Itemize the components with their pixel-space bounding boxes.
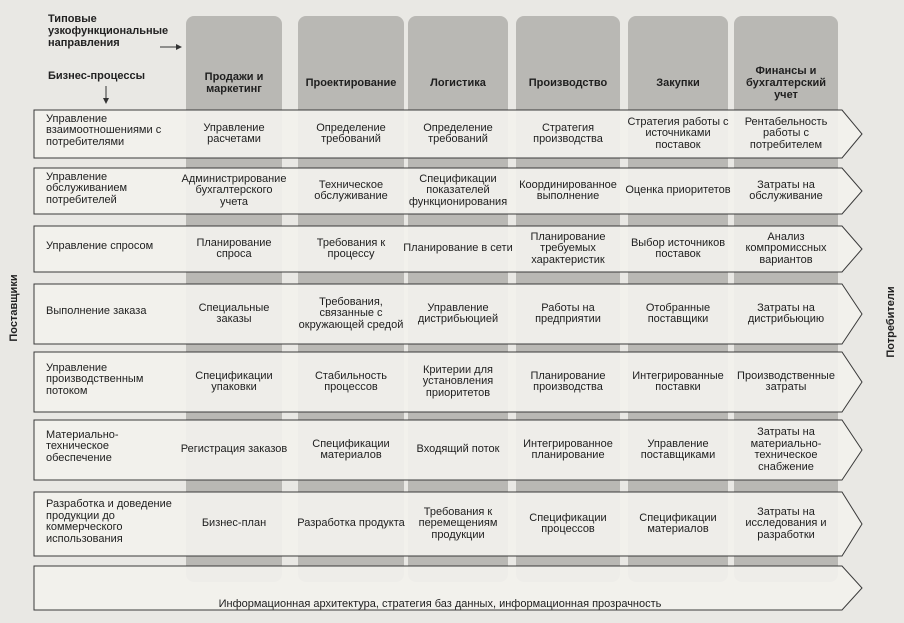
column-header-production: Производство <box>528 77 608 89</box>
cell-product-development-sales: Бизнес-план <box>201 517 267 530</box>
row-label-customer-service: Управление обслуживанием потребителей <box>46 170 128 206</box>
cell-manufacturing-flow-design: Стабильность процессов <box>314 369 388 393</box>
cell-order-fulfillment-finance: Затраты на дистрибьюцию <box>747 301 825 325</box>
cell-order-fulfillment-sales: Специальные заказы <box>198 301 270 325</box>
cell-customer-service-production: Координированное выполнение <box>519 178 617 202</box>
cell-demand-management-finance: Анализ компромиссных вариантов <box>745 230 827 266</box>
cell-customer-service-purchasing: Оценка приоритетов <box>625 184 731 197</box>
typical-areas-label: Типовые узкофункциональные направления <box>48 13 169 49</box>
cell-procurement-logistics: Входящий поток <box>416 443 500 456</box>
cell-manufacturing-flow-purchasing: Интегрированные поставки <box>632 369 724 393</box>
business-processes-label: Бизнес-процессы <box>48 70 145 82</box>
column-header-sales: Продажи и маркетинг <box>204 71 264 95</box>
cell-manufacturing-flow-logistics: Критерии для установления приоритетов <box>422 363 494 399</box>
cell-procurement-purchasing: Управление поставщиками <box>640 437 716 461</box>
column-header-finance: Финансы и бухгалтерский учет <box>745 65 827 101</box>
cell-customer-relationship-logistics: Определение требований <box>423 121 493 145</box>
cell-order-fulfillment-production: Работы на предприятии <box>535 301 601 325</box>
cell-order-fulfillment-purchasing: Отобранные поставщики <box>645 301 711 325</box>
cell-procurement-design: Спецификации материалов <box>312 437 390 461</box>
cell-product-development-design: Разработка продукта <box>297 517 405 530</box>
row-label-order-fulfillment: Выполнение заказа <box>46 305 147 318</box>
cell-product-development-production: Спецификации процессов <box>529 511 607 535</box>
cell-product-development-finance: Затраты на исследования и разработки <box>745 505 827 541</box>
cell-procurement-sales: Регистрация заказов <box>180 443 288 456</box>
suppliers-label: Поставщики <box>8 274 20 342</box>
cell-demand-management-logistics: Планирование в сети <box>403 242 513 255</box>
row-label-product-development: Разработка и доведение продукции до коммерческого использования <box>46 498 172 545</box>
header-arrow-down-head <box>103 98 109 104</box>
cell-manufacturing-flow-production: Планирование производства <box>530 369 606 393</box>
header-arrow-right-head <box>176 44 182 50</box>
column-header-logistics: Логистика <box>430 77 486 89</box>
cell-customer-service-design: Техническое обслуживание <box>314 178 388 202</box>
cell-demand-management-design: Требования к процессу <box>316 236 386 260</box>
information-architecture-label: Информационная архитектура, стратегия баз данных, информационная прозрачность <box>218 598 662 610</box>
cell-order-fulfillment-design: Требования, связанные с окружающей средой <box>298 295 404 331</box>
cell-customer-relationship-sales: Управление расчетами <box>203 121 265 145</box>
cell-procurement-finance: Затраты на материально-техническое снабжение <box>750 426 822 473</box>
row-label-demand-management: Управление спросом <box>46 240 154 253</box>
cell-customer-relationship-finance: Рентабельность работы с потребителем <box>744 115 828 151</box>
cell-customer-service-logistics: Спецификации показателей функционирования <box>408 172 508 208</box>
cell-demand-management-purchasing: Выбор источников поставок <box>630 236 726 260</box>
cell-procurement-production: Интегрированное планирование <box>523 437 613 461</box>
cell-demand-management-production: Планирование требуемых характеристик <box>530 230 606 266</box>
column-header-purchasing: Закупки <box>656 77 700 89</box>
row-label-customer-relationship: Управление взаимоотношениями с потребителями <box>46 112 162 148</box>
cell-demand-management-sales: Планирование спроса <box>196 236 272 260</box>
cell-order-fulfillment-logistics: Управление дистрибьюцией <box>417 301 499 325</box>
cell-customer-service-finance: Затраты на обслуживание <box>749 178 823 202</box>
cell-product-development-logistics: Требования к перемещениям продукции <box>418 505 498 541</box>
row-label-procurement: Материально-техническое обеспечение <box>46 428 119 464</box>
cell-customer-relationship-purchasing: Стратегия работы с источниками поставок <box>627 115 729 151</box>
row-label-manufacturing-flow: Управление производственным потоком <box>46 361 144 397</box>
consumers-label: Потребители <box>885 286 897 358</box>
cell-product-development-purchasing: Спецификации материалов <box>639 511 717 535</box>
cell-customer-service-sales: Администрирование бухгалтерского учета <box>181 172 287 208</box>
cell-manufacturing-flow-sales: Спецификации упаковки <box>195 369 273 393</box>
cell-customer-relationship-design: Определение требований <box>316 121 386 145</box>
cell-customer-relationship-production: Стратегия производства <box>533 121 603 145</box>
column-header-design: Проектирование <box>305 77 397 89</box>
cell-manufacturing-flow-finance: Производственные затраты <box>737 369 835 393</box>
